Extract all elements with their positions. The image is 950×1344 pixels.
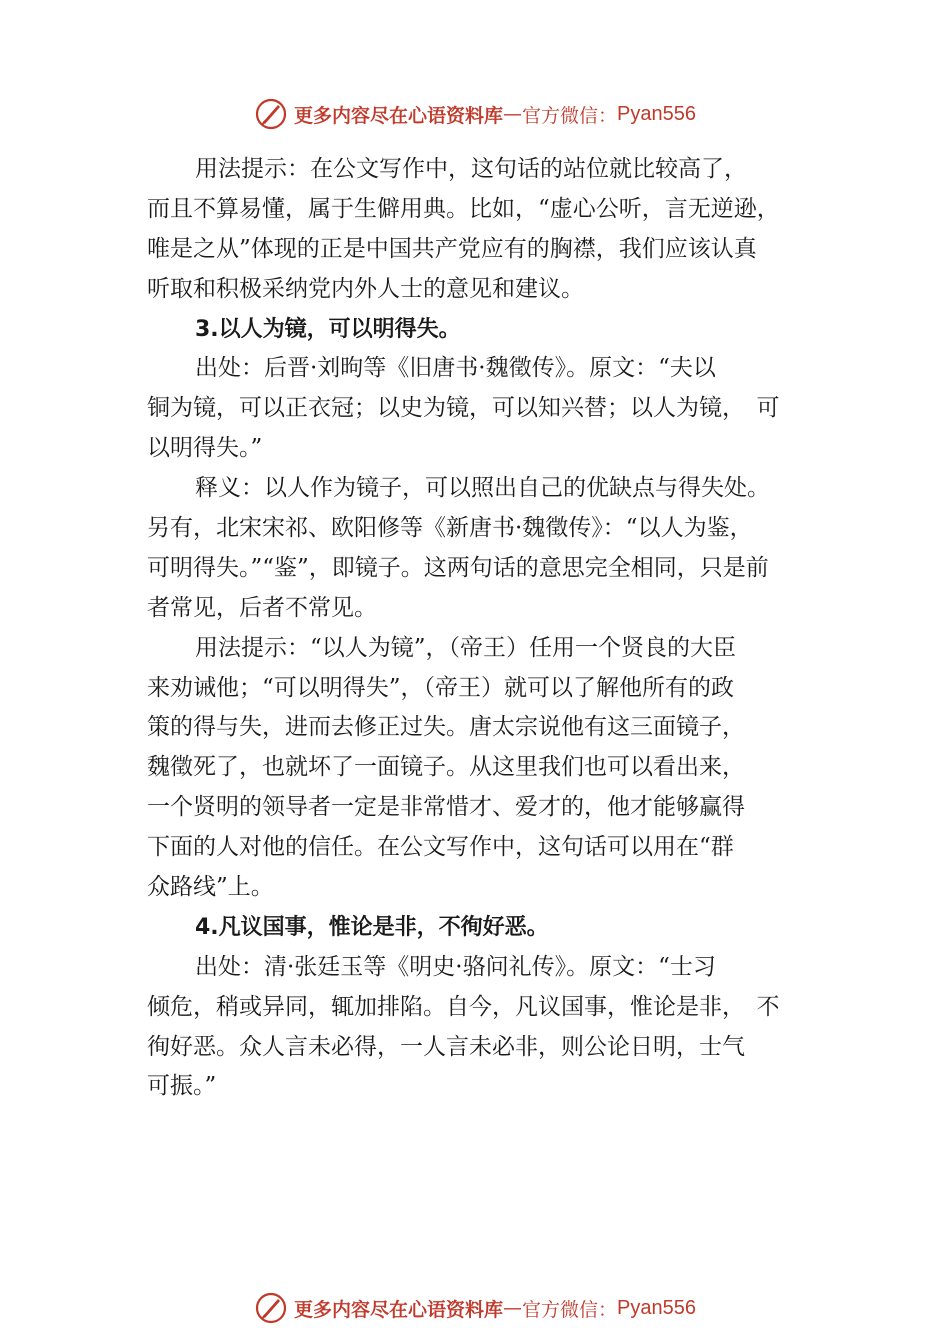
document-body	[147, 150, 807, 1107]
section-heading: 4.凡议国事，惟论是非，不徇好恶。	[195, 914, 549, 940]
banner-wechat-label: 官方微信：	[522, 1298, 618, 1321]
text-line: 徇好恶。众人言未必得，一人言未必非，则公论日明，士气	[147, 1033, 745, 1060]
banner-wechat-label: 官方微信：	[522, 104, 618, 127]
section-heading: 3.以人为镜，可以明得失。	[195, 316, 461, 342]
text-line: 以明得失。”	[147, 435, 263, 462]
footer-banner	[0, 1288, 950, 1328]
banner-dash: —	[503, 103, 523, 125]
text-line: 可振。”	[147, 1073, 217, 1100]
banner-site-name: 更多内容尽在心语资料库	[294, 1298, 504, 1321]
quill-pen-seal-icon	[254, 1291, 288, 1325]
banner-site-name: 更多内容尽在心语资料库	[294, 104, 504, 127]
quill-pen-seal-icon	[254, 97, 288, 131]
text-line: 众路线”上。	[147, 874, 274, 901]
text-line: 铜为镜，可以正衣冠；以史为镜，可以知兴替；以人为镜， 可	[147, 395, 780, 422]
text-line: 而且不算易懂，属于生僻用典。比如，“虚心公听，言无逆逊，	[147, 195, 780, 222]
text-line: 出处：清·张廷玉等《明史·骆问礼传》。原文：“士习	[195, 953, 716, 980]
text-line: 可明得失。”“鉴”，即镜子。这两句话的意思完全相同，只是前	[147, 554, 769, 581]
text-line: 倾危，稍或异同，辄加排陷。自今，凡议国事，惟论是非， 不	[147, 993, 780, 1020]
text-line: 听取和积极采纳党内外人士的意见和建议。	[147, 275, 584, 302]
text-line: 唯是之从”体现的正是中国共产党应有的胸襟，我们应该认真	[147, 235, 757, 262]
text-line: 出处：后晋·刘昫等《旧唐书·魏徵传》。原文：“夫以	[195, 355, 716, 382]
text-line: 一个贤明的领导者一定是非常惜才、爱才的，他才能够赢得	[147, 794, 745, 821]
text-line: 策的得与失，进而去修正过失。唐太宗说他有这三面镜子，	[147, 714, 745, 741]
text-line: 用法提示：在公文写作中，这句话的站位就比较高了，	[195, 156, 747, 182]
banner-dash: —	[503, 1297, 523, 1319]
text-line: 释义：以人作为镜子，可以照出自己的优缺点与得失处。	[195, 475, 770, 502]
banner-wechat-handle: Pyan556	[617, 1296, 696, 1319]
text-line: 来劝诫他；“可以明得失”，（帝王）就可以了解他所有的政	[147, 674, 735, 701]
text-line: 下面的人对他的信任。在公文写作中，这句话可以用在“群	[147, 834, 734, 861]
text-line: 者常见，后者不常见。	[147, 594, 377, 621]
banner-wechat-handle: Pyan556	[617, 102, 696, 125]
text-line: 用法提示：“以人为镜”，（帝王）任用一个贤良的大臣	[195, 634, 737, 661]
text-line: 另有，北宋宋祁、欧阳修等《新唐书·魏徵传》：“以人为鉴，	[147, 515, 753, 542]
header-banner	[0, 94, 950, 134]
text-line: 魏徵死了，也就坏了一面镜子。从这里我们也可以看出来，	[147, 754, 745, 781]
